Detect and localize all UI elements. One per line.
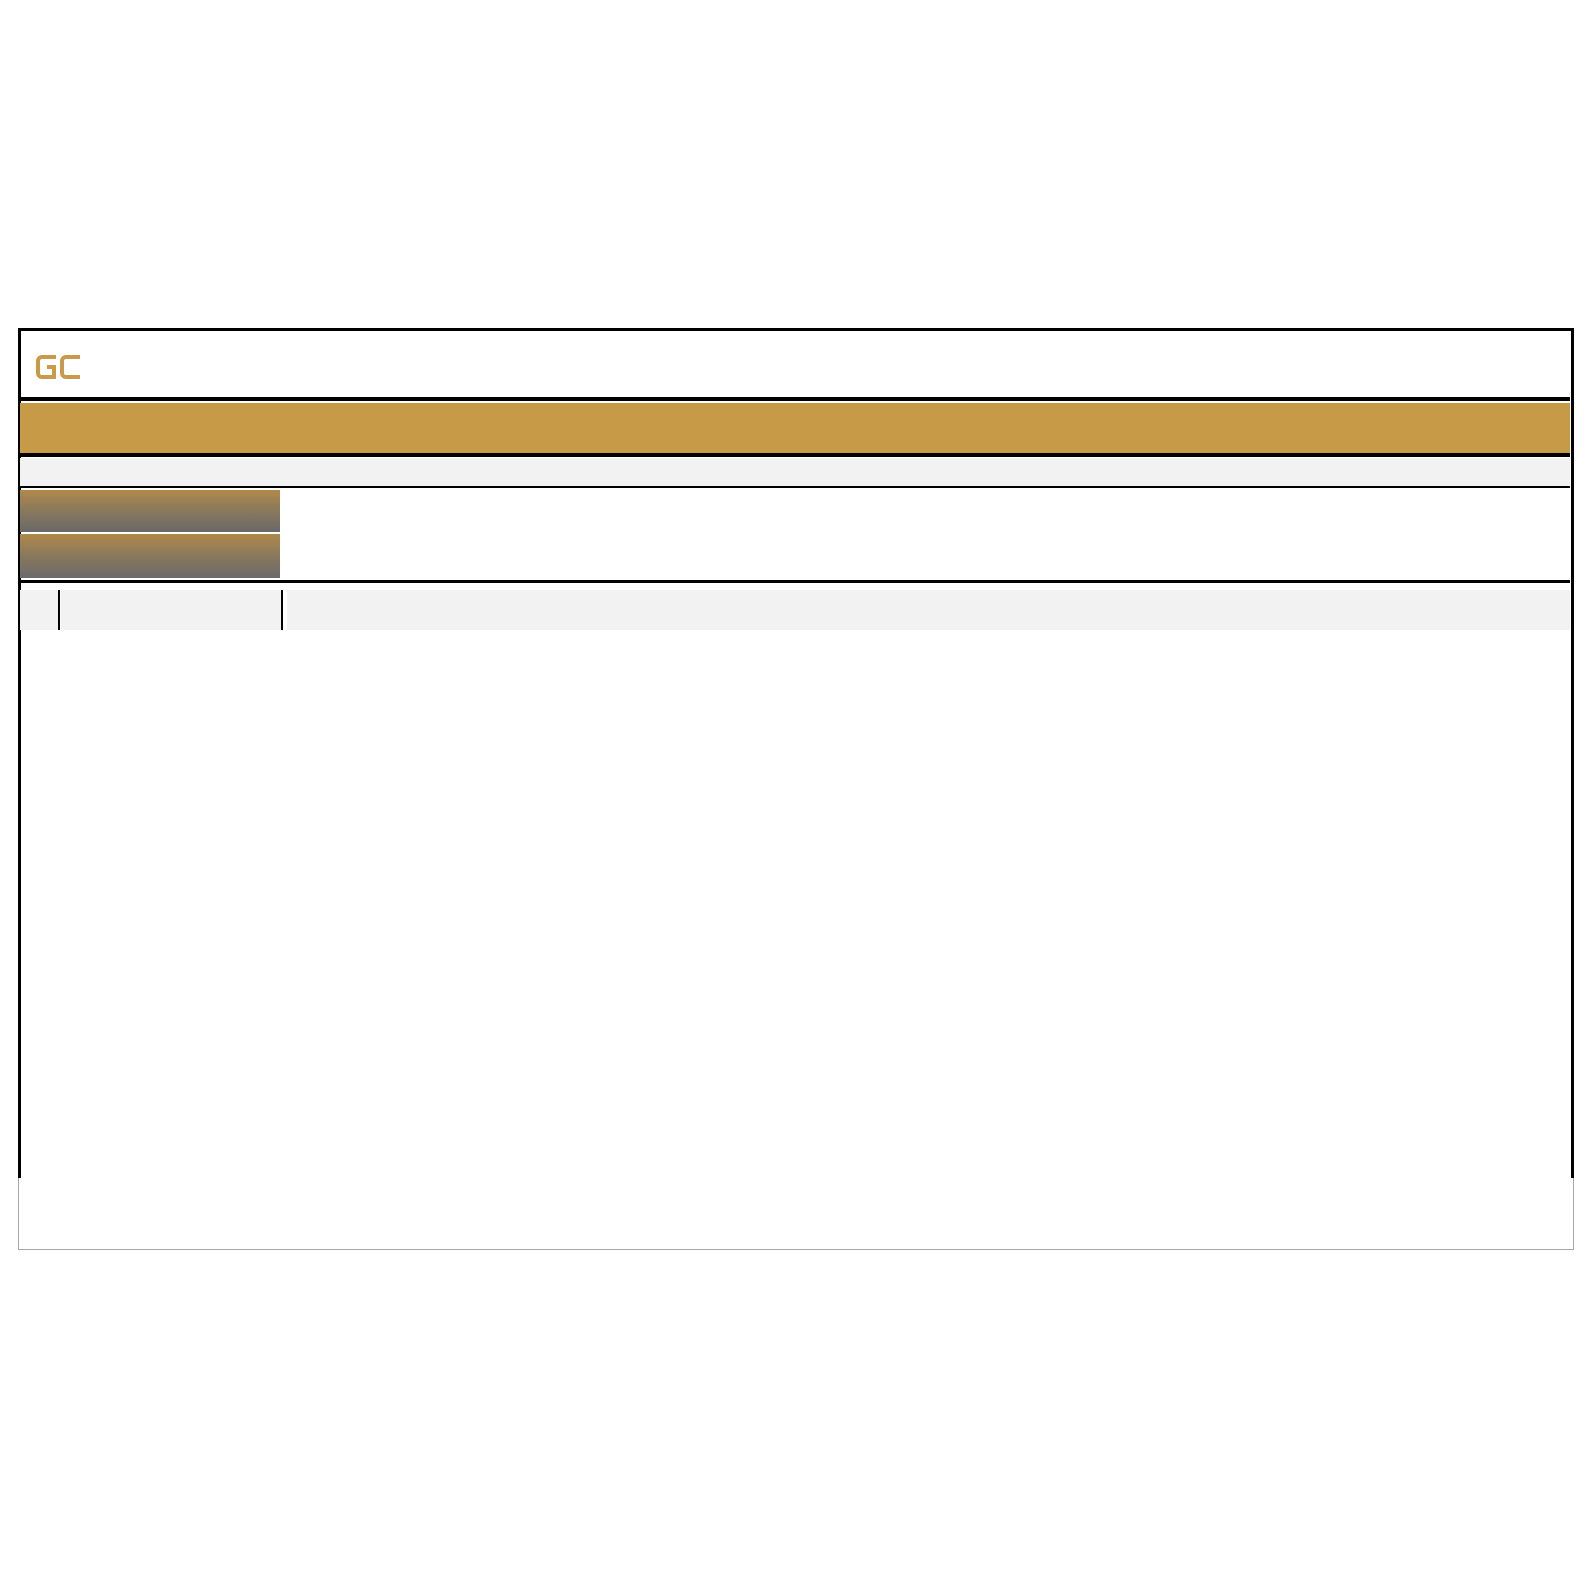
divider <box>20 397 1570 401</box>
schedule-grid[interactable] <box>286 634 1570 1178</box>
sno-header <box>20 590 60 630</box>
plan-subtitle <box>20 458 1570 488</box>
plan-title <box>20 403 1570 453</box>
divider <box>20 580 1570 583</box>
training-schedule-header <box>287 590 1570 630</box>
months-label <box>20 490 280 532</box>
months-header <box>287 492 1570 578</box>
divider <box>20 453 1570 457</box>
training-title-header <box>61 590 283 630</box>
weeks-label <box>20 534 280 578</box>
company-name <box>20 331 1570 397</box>
